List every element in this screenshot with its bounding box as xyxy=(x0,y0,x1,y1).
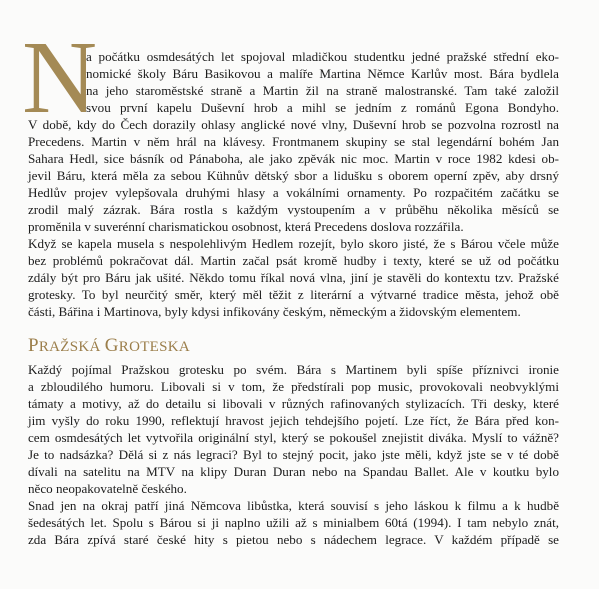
body-line: Snad jen na okraj patří jiná Němcova libůstka, která souvisí s jeho láskou k filmu a k hudbě xyxy=(28,498,559,513)
intro-line: zdály být pro Báru jak ušité. Někdo tomu říkal nová vlna, jiní je stavěli do kontextu tzv. Pražské xyxy=(28,270,559,285)
intro-line: jevil Báru, která měla za sebou Kühnův dětský sbor a lidušku s oborem operní zpěv, aby drsný xyxy=(28,168,559,183)
body-line: cem osmdesátých let vytvořila originální styl, který se pokoušel znejistit diváka. Myslí to vážně? xyxy=(28,430,559,445)
intro-line: na jeho staroměstské straně a Martin žil na straně malostranské. Tam také založil xyxy=(86,83,559,98)
body-line: Každý pojímal Pražskou grotesku po svém. Bára s Martinem byli spíše příznivci ironie xyxy=(28,362,559,377)
body-line: něco neopakovatelně českého. xyxy=(28,481,187,496)
body-line: támaty a motivy, až do detailu si libovali v různých rafinovaných stylizacích. Tři desky, které xyxy=(28,396,559,411)
intro-line: Sahara Hedl, sice básník od Pánaboha, ale jako zpěvák nic moc. Martin v roce 1982 kdesi ob- xyxy=(28,151,559,166)
intro-line: Precedens. Martin v něm hrál na klávesy. Frontmanem skupiny se stal legendární bohém Jan xyxy=(28,134,559,149)
intro-line: nomické školy Báru Basikovou a malíře Martina Němce Karlův most. Bára bydlela xyxy=(86,66,559,81)
intro-line: grotesky. To byl neurčitý směr, který měl těžit z literární a výtvarné tradice města, jehož obě xyxy=(28,287,559,302)
body-line: a zbloudilého humoru. Libovali si v tom, že předstírali pop music, provokovali neobvyklými xyxy=(28,379,559,394)
section-heading: PRAŽSKÁ GROTESKA xyxy=(28,335,191,356)
body-line: zda Bára zpívá staré české hity s pietou nebo s nádechem legrace. V každém případě se xyxy=(28,532,559,547)
intro-line: svou první kapelu Duševní hrob a mihl se jedním z románů Egona Bondyho. xyxy=(86,100,559,115)
intro-line: Když se kapela musela s nespolehlivým Hedlem rozejít, bylo skoro jisté, že s Bárou včele může xyxy=(28,236,559,251)
body-line: jim vyšly do roku 1990, reflektují hravost jejich tehdejšího pojetí. Lze říct, že Bára před kon- xyxy=(28,413,559,428)
intro-line: bez problémů pokračovat dál. Martin začal psát kromě hudby i texty, které se už od počátku xyxy=(28,253,559,268)
intro-line: části, Bářina i Martinova, byly kdysi infikovány českým, německým a židovským elementem. xyxy=(28,304,521,319)
body-line: Je to nadsázka? Dělá si z nás legraci? Byl to stejný pocit, jako jste měli, když jste se v té době xyxy=(28,447,559,462)
intro-line: proměnila v suverénní charismatickou osobnost, která Precedens doslova rozzářila. xyxy=(28,219,464,234)
drop-cap: N xyxy=(22,20,98,135)
body-line: dívali na satelitu na MTV na klipy Duran Duran nebo na Spandau Ballet. Ale v koutku bylo xyxy=(28,464,559,479)
intro-line: a počátku osmdesátých let spojoval mladičkou studentku jedné pražské střední eko- xyxy=(86,49,559,64)
intro-line: zrodil malý zázrak. Bára rostla s každým vystoupením a v průběhu několika měsíců se xyxy=(28,202,559,217)
intro-line: Hedlův projev vylepšovala druhými hlasy a vokálními ornamenty. Po rozpačitém začátku se xyxy=(28,185,559,200)
intro-line: V době, kdy do Čech dorazily ohlasy anglické nové vlny, Duševní hrob se pozvolna rozrostl na xyxy=(28,117,559,132)
body-line: šedesátých let. Spolu s Bárou si ji naplno užili až s minialbem 60tá (1994). I tam nebylo znát, xyxy=(28,515,559,530)
